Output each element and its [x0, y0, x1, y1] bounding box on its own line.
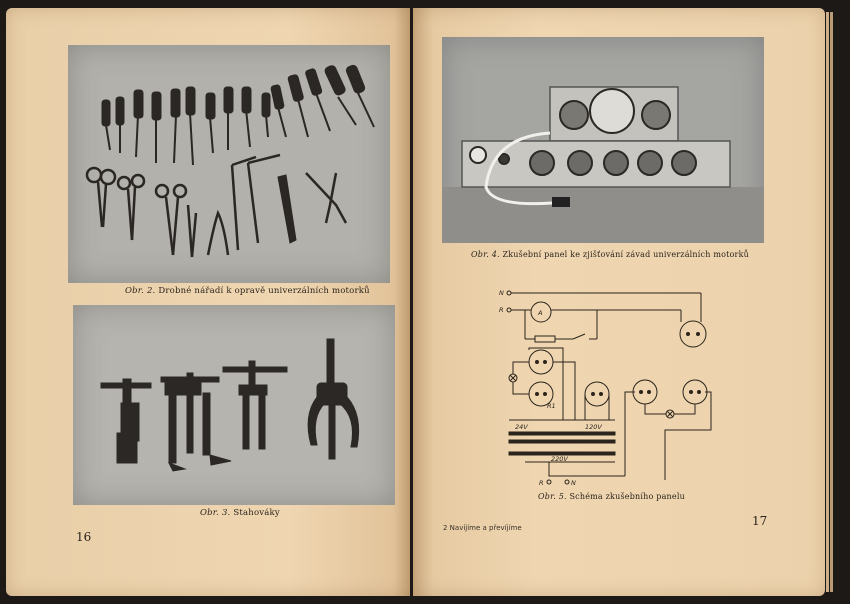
label-n-top: N: [499, 289, 504, 297]
figure5-number: Obr. 5.: [538, 492, 567, 501]
figure5-caption: [538, 492, 685, 501]
figure4-text: Zkušební panel ke zjišťování závad univerzálních motorků: [502, 250, 749, 259]
ammeter-label: A: [538, 309, 543, 317]
figure4-caption: [471, 250, 749, 259]
left-page-number: 16: [76, 530, 92, 544]
label-220v: 220V: [551, 455, 568, 463]
figure4-number: Obr. 4.: [471, 250, 500, 259]
resistor-label: R1: [547, 402, 556, 410]
small-tools-photo: [68, 45, 390, 283]
right-page-number: 17: [752, 514, 768, 528]
label-120v: 120V: [585, 423, 602, 431]
label-n-bottom: N: [571, 479, 576, 487]
label-r-top: R: [499, 306, 504, 314]
small-tools-illustration: [68, 45, 390, 283]
figure3-number: Obr. 3.: [200, 508, 231, 518]
figure5-text: Schéma zkušebního panelu: [569, 492, 685, 501]
page-edges-inner: [830, 12, 833, 592]
test-panel-photo: [442, 37, 764, 243]
test-panel-schematic: [485, 280, 725, 490]
figure2-number: Obr. 2.: [125, 286, 156, 296]
figure3-text: Stahováky: [233, 508, 280, 518]
figure3-caption: [200, 508, 280, 518]
figure2-caption: [125, 286, 370, 296]
page-footer: 2 Navíjíme a převíjíme: [443, 524, 522, 532]
left-page: [6, 8, 410, 596]
label-r-bottom: R: [539, 479, 544, 487]
test-panel-illustration: [442, 37, 764, 243]
pullers-illustration: [73, 305, 395, 505]
pullers-photo: [73, 305, 395, 505]
label-24v: 24V: [515, 423, 528, 431]
page-edges: [826, 12, 829, 592]
figure2-text: Drobné nářadí k opravě univerzálních motorků: [158, 286, 370, 296]
right-page: [413, 8, 825, 596]
